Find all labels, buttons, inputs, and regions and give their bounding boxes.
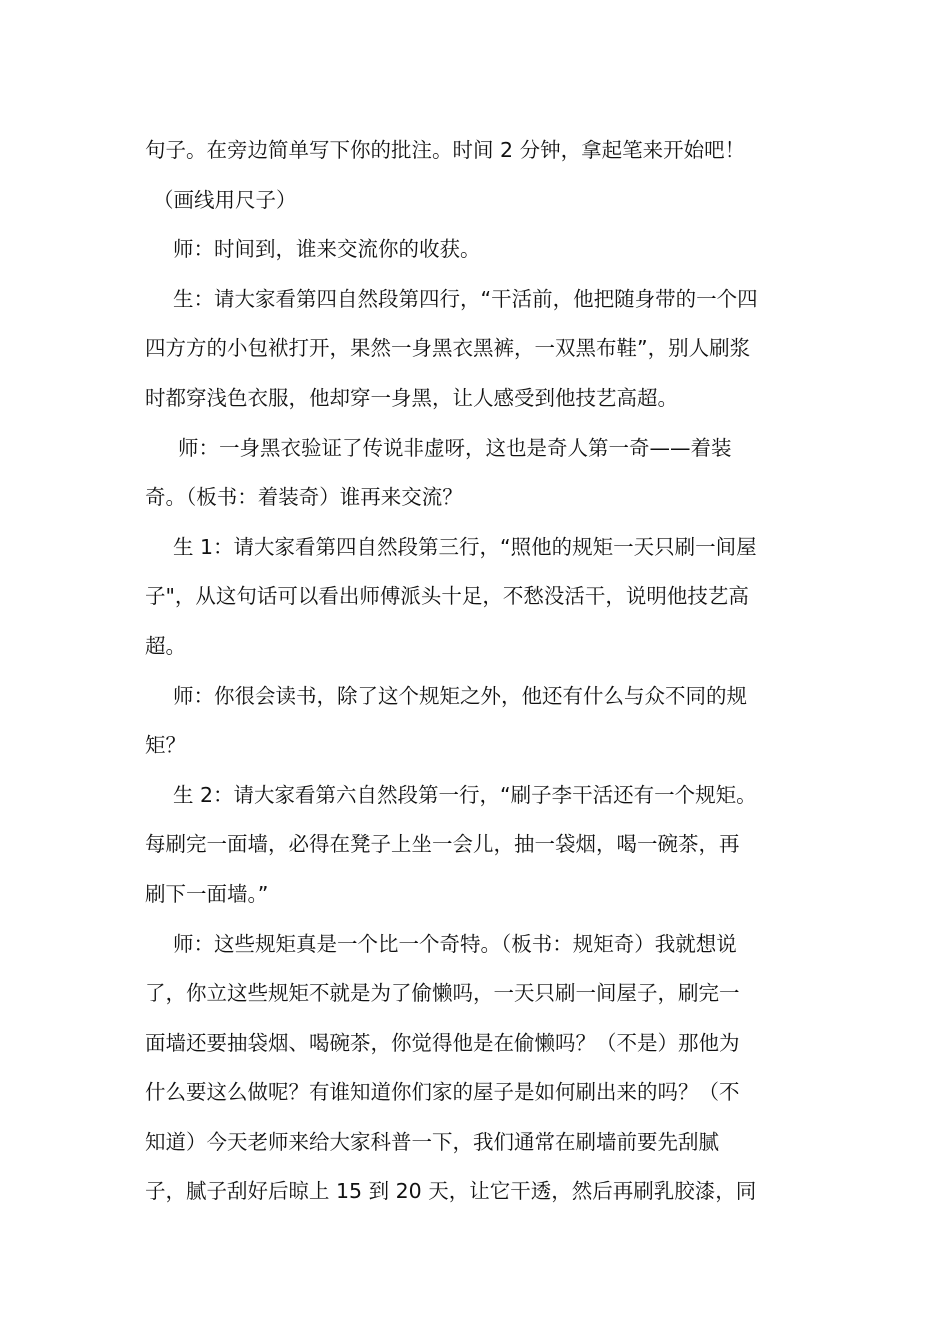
text-line: 师：你很会读书，除了这个规矩之外，他还有什么与众不同的规 [173, 683, 747, 708]
text-line: 师：一身黑衣验证了传说非虚呀，这也是奇人第一奇——着装 [178, 435, 732, 460]
text-line: 生：请大家看第四自然段第四行，“干活前，他把随身带的一个四 [173, 286, 758, 311]
text-line: 刷下一面墙。” [145, 881, 269, 906]
text-line: 子，腻子刮好后晾上 15 到 20 天，让它干透，然后再刷乳胶漆，同 [145, 1179, 757, 1204]
text-line: 生 2：请大家看第六自然段第一行，“刷子李干活还有一个规矩。 [173, 782, 757, 807]
text-line: 句子。在旁边简单写下你的批注。时间 2 分钟，拿起笔来开始吧！ [145, 138, 746, 162]
text-line: 时都穿浅色衣服，他却穿一身黑，让人感受到他技艺高超。 [145, 385, 678, 410]
text-line: 每刷完一面墙，必得在凳子上坐一会儿，抽一袋烟，喝一碗茶，再 [145, 832, 740, 857]
text-line: 奇。（板书：着装奇）谁再来交流？ [145, 485, 463, 510]
text-line: 了，你立这些规矩不就是为了偷懒吗，一天只刷一间屋子，刷完一 [145, 981, 740, 1006]
text-line: 矩？ [145, 733, 186, 758]
text-line: 四方方的小包袱打开，果然一身黑衣黑裤，一双黑布鞋”，别人刷浆 [145, 336, 751, 361]
text-line: 生 1：请大家看第四自然段第三行，“照他的规矩一天只刷一间屋 [173, 534, 757, 559]
text-line: 师：时间到，谁来交流你的收获。 [173, 237, 481, 262]
text-line: 什么要这么做呢？有谁知道你们家的屋子是如何刷出来的吗？（不 [145, 1080, 740, 1105]
text-line: 面墙还要抽袋烟、喝碗茶，你觉得他是在偷懒吗？（不是）那他为 [145, 1030, 740, 1055]
text-line: 知道）今天老师来给大家科普一下，我们通常在刷墙前要先刮腻 [145, 1129, 719, 1154]
text-line: 子"，从这句话可以看出师傅派头十足，不愁没活干，说明他技艺高 [145, 584, 749, 609]
document-body [145, 126, 810, 1217]
text-line: （画线用尺子） [153, 187, 297, 212]
text-line: 师：这些规矩真是一个比一个奇特。（板书：规矩奇）我就想说 [173, 931, 737, 956]
text-line: 超。 [145, 633, 186, 658]
